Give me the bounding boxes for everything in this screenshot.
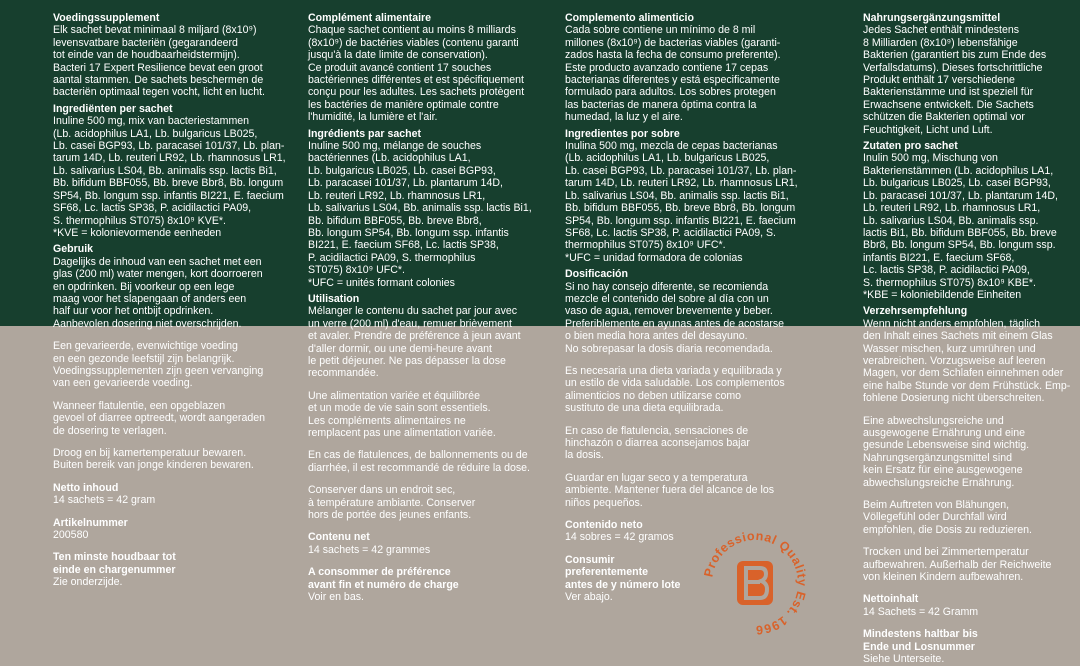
- usage-title-fr: Utilisation: [308, 292, 360, 305]
- best-before-title-fr: A consommer de préférence avant fin et numéro de charge: [308, 566, 459, 591]
- quality-seal: [700, 528, 810, 638]
- flatulence-nl: Wanneer flatulentie, een opgeblazen gevoel of diarree optreedt, wordt aangeraden de dosering te verlagen.: [53, 399, 266, 437]
- title-es: Complemento alimenticio: [565, 12, 694, 24]
- usage-title-nl: Gebruik: [53, 243, 94, 256]
- best-before-fr: Voir en bas.: [308, 591, 364, 604]
- diet-de: Eine abwechslungsreiche und ausgewogene Ernährung und eine gesunde Lebensweise sind wichtig. Nahrungsergänzungsmittel sind kein Ersatz für eine ausgewogene abwechslungsreiche Ernährung.: [863, 414, 1030, 489]
- title-fr: Complément alimentaire: [308, 12, 432, 24]
- title-de: Nahrungsergänzungsmittel: [863, 12, 1001, 24]
- seal-text: Professional Quality Est. 1966: [701, 528, 810, 638]
- ingredients-de: Inulin 500 mg, Mischung von Bakterienstämmen (Lb. acidophilus LA1, Lb. bulgaricus LB025, Lb. casei BGP93, Lb. paracasei 101/37, Lb. plantarum 14D, Lb. reuteri LR92, Lb. rhamnosus LR1, Lb. salivarius LS04, Bb. animalis ssp. lactis Bi1, Bb. bifidum BBF055, Bb. breve Bbr8, Bb. longum SP54, Bb. longum ssp. infantis BI221, E. faecium SF68, Lc. lactis SP38, P. acidilactici PA09, S. thermophilus ST075) 8x10⁹ KBE*. *KBE = koloniebildende Einheiten: [863, 152, 1058, 301]
- net-title-es: Contenido neto: [565, 519, 643, 532]
- intro-es: Cada sobre contiene un mínimo de 8 mil millones (8x10⁹) de bacterias viables (garanti- zados hasta la fecha de consumo preferente). Este producto avanzado contiene 17 cepas bacterianas diferentes y está especificamente formulado para adultos. Los sobres protegen las bacterias de manera óptima contra la humedad, la luz y el aire.: [565, 24, 781, 124]
- storage-es: Guardar en lugar seco y a temperatura ambiente. Mantener fuera del alcance de los niños pequeños.: [565, 471, 775, 509]
- usage-fr: Mélanger le contenu du sachet par jour avec un verre (200 ml) d'eau, remuer brièvement et avaler. Prendre de préférence à jeun avant d'aller dormir, ou une demi-heure avant le petit déjeuner. Ne pas dépasser la dose recommandée.: [308, 305, 521, 380]
- usage-de: Wenn nicht anders empfohlen, täglich den Inhalt eines Sachets mit einem Glas Wasser mischen, kurz umrühren und verabreichen. Vorzugsweise auf leeren Magen, vor dem Schlafen einnehmen oder eine halbe Stunde vor dem Frühstück. Emp- fohlene Dosierung nicht überschreiten.: [863, 317, 1071, 405]
- article-nl: 200580: [53, 529, 89, 542]
- usage-nl: Dagelijks de inhoud van een sachet met een glas (200 ml) water mengen, kort doorroeren en opdrinken. Bij voorkeur op een lege maag voor het slapengaan of anders een half uur voor het ontbijt opdrinken. Aanbevolen dosering niet overschrijden.: [53, 255, 263, 330]
- ingredients-title-de: Zutaten pro sachet: [863, 140, 958, 153]
- flatulence-fr: En cas de flatulences, de ballonnements ou de diarrhée, il est recommandé de réduire la dose.: [308, 449, 530, 474]
- net-title-nl: Netto inhoud: [53, 481, 119, 494]
- net-title-de: Nettoinhalt: [863, 593, 919, 606]
- column-german: [863, 12, 1073, 666]
- usage-es: Si no hay consejo diferente, se recomienda mezcle el contenido del sobre al día con un vaso de agua, remover brevemente y beber. Preferiblemente en ayunas antes de acostarse o bien media hora antes del desayuno. No sobrepasar la dosis diaria recomendada.: [565, 280, 785, 355]
- storage-fr: Conserver dans un endroit sec, à température ambiante. Conserver hors de portée des jeunes enfants.: [308, 484, 476, 522]
- usage-title-de: Verzehrsempfehlung: [863, 305, 968, 318]
- column-spanish: [565, 12, 827, 603]
- net-nl: 14 sachets = 42 gram: [53, 494, 156, 507]
- diet-es: Es necesaria una dieta variada y equilibrada y un estilo de vida saludable. Los complementos alimenticios no deben utilizarse como sustituto de una dieta equilibrada.: [565, 364, 785, 415]
- brand-logo-icon: [737, 561, 773, 605]
- ingredients-nl: Inuline 500 mg, mix van bacteriestammen (Lb. acidophilus LA1, Lb. bulgaricus LB025, Lb. casei BGP93, Lb. paracasei 101/37, Lb. plan- tarum 14D, Lb. reuteri LR92, Lb. rhamnosus LR1, Lb. salivarius LS04, Bb. animalis ssp. lactis Bi1, Bb. bifidum BBF055, Bb. breve Bbr8, Bb. longum SP54, Bb. longum ssp. infantis BI221, E. faecium SF68, Lc. lactis SP38, P. acidilactici PA09, S. thermophilus ST075) 8x10⁹ KVE*. *KVE = kolonievormende eenheden: [53, 115, 286, 239]
- ingredients-title-fr: Ingrédients par sachet: [308, 127, 422, 140]
- best-before-title-de: Mindestens haltbar bis Ende und Losnummer: [863, 628, 978, 653]
- column-dutch: [53, 12, 315, 589]
- storage-nl: Droog en bij kamertemperatuur bewaren. Buiten bereik van jonge kinderen bewaren.: [53, 447, 254, 472]
- intro-nl: Elk sachet bevat minimaal 8 miljard (8x10⁹) levensvatbare bacteriën (gegarandeerd tot einde van de houdbaarheidstermijn). Bacteri 17 Expert Resilience bevat een groot aantal stammen. De sachets beschermen de bacteriën optimaal tegen vocht, licht en lucht.: [53, 24, 265, 99]
- ingredients-es: Inulina 500 mg, mezcla de cepas bacterianas (Lb. acidophilus LA1, Lb. bulgaricus LB025, Lb. casei BGP93, Lb. paracasei 101/37, Lb. plan- tarum 14D, Lb. reuteri LR92, Lb. rhamnosus LR1, Lb. salivarius LS04, Bb. animalis ssp. lactis Bi1, Bb. bifidum BBF055, Bb. breve Bbr8, Bb. longum SP54, Bb. longum ssp. infantis BI221, E. faecium SF68, Lc. lactis SP38, P. acidilactici PA09, S. thermophilus ST075) 8x10⁹ UFC*. *UFC = unidad formadora de colonias: [565, 140, 798, 264]
- column-french: [308, 12, 570, 603]
- best-before-nl: Zie onderzijde.: [53, 576, 123, 589]
- ingredients-fr: Inuline 500 mg, mélange de souches bactériennes (Lb. acidophilus LA1, Lb. bulgaricus LB025, Lb. casei BGP93, Lb. paracasei 101/37, Lb. plantarum 14D, Lb. reuteri LR92, Lb. rhamnosus LR1, Lb. salivarius LS04, Bb. animalis ssp. lactis Bi1, Bb. bifidum BBF055, Bb. breve Bbr8, Bb. longum SP54, Bb. longum ssp. infantis BI221, E. faecium SF68, Lc. lactis SP38, P. acidilactici PA09, S. thermophilus ST075) 8x10⁹ UFC*. *UFC = unités formant colonies: [308, 140, 532, 289]
- net-title-fr: Contenu net: [308, 531, 370, 544]
- flatulence-de: Beim Auftreten von Blähungen, Völlegefühl oder Durchfall wird empfohlen, die Dosis zu reduzieren.: [863, 499, 1033, 536]
- best-before-es: Ver abajo.: [565, 591, 613, 604]
- intro-de: Jedes Sachet enthält mindestens 8 Milliarden (8x10⁹) lebensfähige Bakterien (garantiert bis zum Ende des Verfallsdatums). Dieses fortschrittliche Produkt enthält 17 verschiedene Bakterienstämme und ist speziell für Erwachsene entwickelt. Die Sachets schützen die Bakterien optimal vor Feuchtigkeit, Licht und Luft.: [863, 24, 1047, 136]
- diet-fr: Une alimentation variée et équilibrée et un mode de vie sain sont essentiels. Les compléments alimentaires ne remplacent pas une alimentation variée.: [308, 389, 496, 439]
- article-title-nl: Artikelnummer: [53, 516, 128, 529]
- best-before-title-nl: Ten minste houdbaar tot einde en chargenummer: [53, 551, 176, 576]
- ingredients-title-nl: Ingrediënten per sachet: [53, 102, 173, 115]
- best-before-title-es: Consumir preferentemente antes de y número lote: [565, 553, 681, 591]
- net-fr: 14 sachets = 42 grammes: [308, 543, 431, 556]
- best-before-de: Siehe Unterseite.: [863, 653, 945, 666]
- storage-de: Trocken und bei Zimmertemperatur aufbewahren. Außerhalb der Reichweite von kleinen Kindern aufbewahren.: [863, 546, 1052, 584]
- diet-nl: Een gevarieerde, evenwichtige voeding en een gezonde leefstijl zijn belangrijk. Voedingssupplementen zijn geen vervanging van een gevarieerde voeding.: [53, 340, 264, 390]
- title-nl: Voedingssupplement: [53, 12, 160, 24]
- net-de: 14 Sachets = 42 Gramm: [863, 605, 979, 618]
- usage-title-es: Dosificación: [565, 268, 628, 281]
- ingredients-title-es: Ingredientes por sobre: [565, 127, 680, 140]
- intro-fr: Chaque sachet contient au moins 8 milliards (8x10⁹) de bactéries viables (contenu garanti jusqu'à la date limite de conservation). Ce produit avancé contient 17 souches bactériennes différentes et est spécifiquement conçu pour les adultes. Les sachets protègent les bactéries de manière optimale contre l'humidité, la lumière et l'air.: [308, 24, 525, 124]
- flatulence-es: En caso de flatulencia, sensaciones de hinchazón o diarrea aconsejamos bajar la dosis.: [565, 424, 750, 462]
- net-es: 14 sobres = 42 gramos: [565, 531, 674, 544]
